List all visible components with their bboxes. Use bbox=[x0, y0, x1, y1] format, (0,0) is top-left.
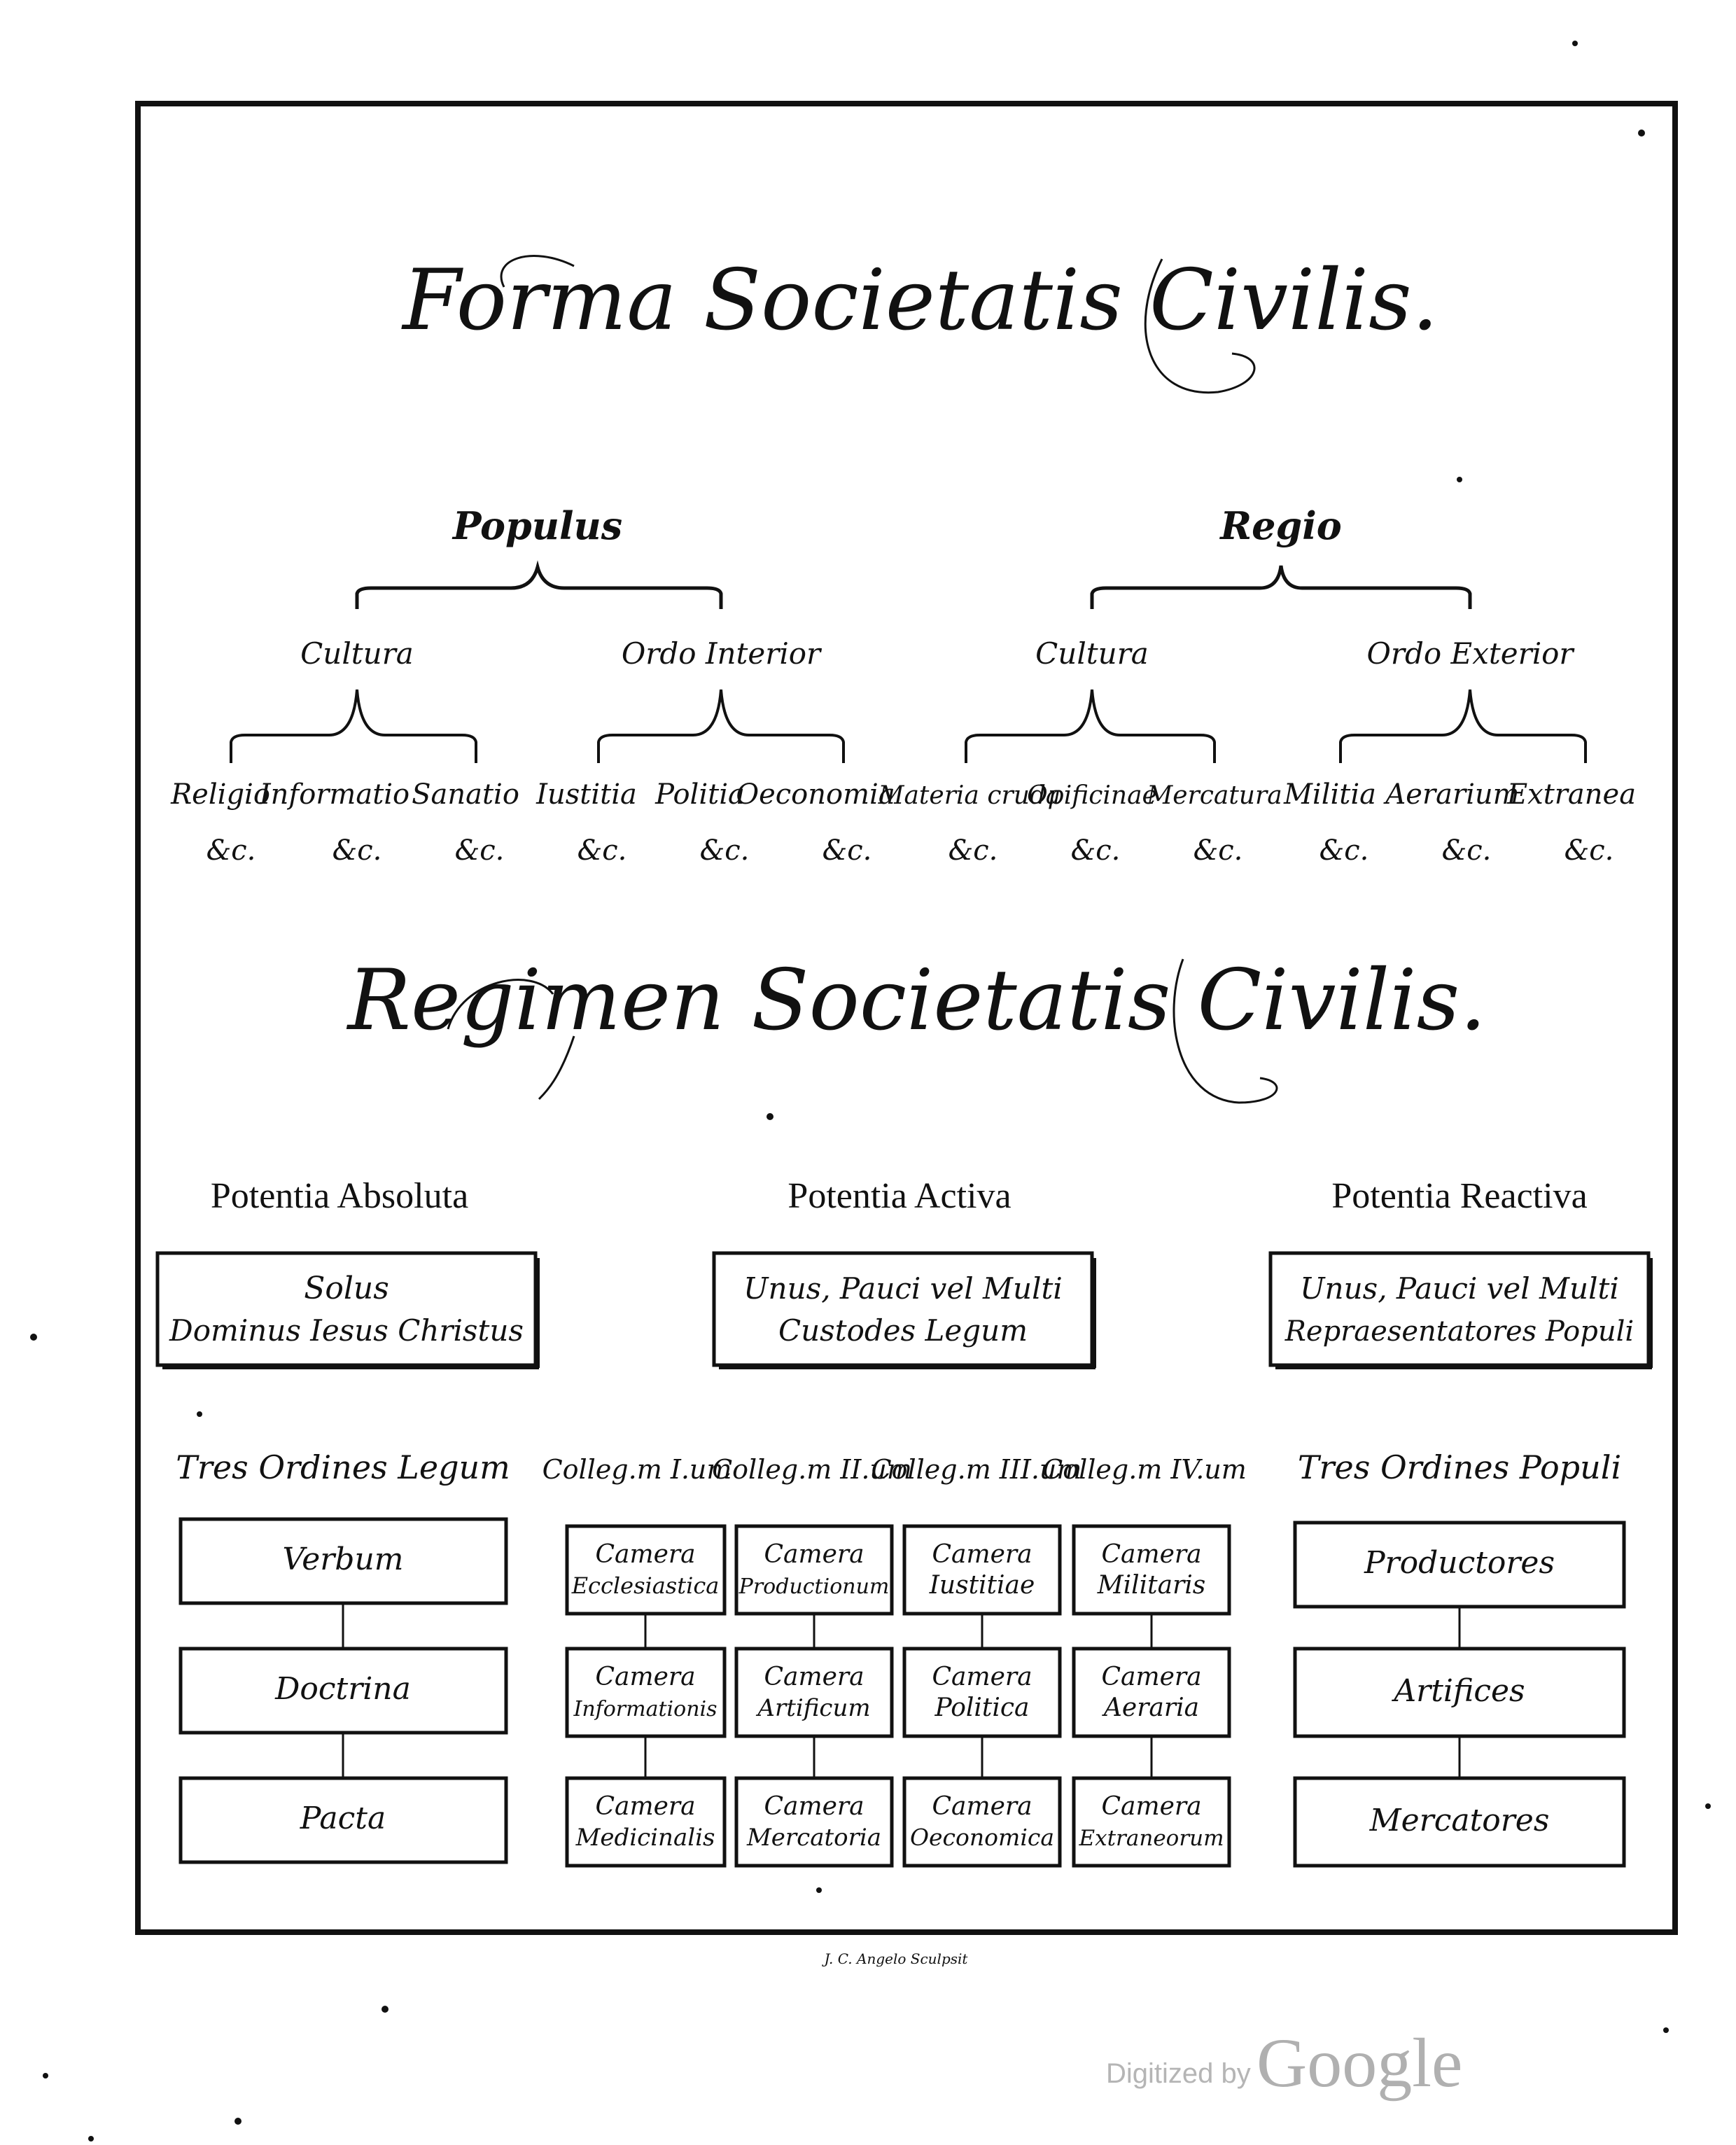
leaf-militia: Militia bbox=[1283, 778, 1377, 811]
camera-line2: Extraneorum bbox=[1079, 1826, 1224, 1851]
etc-label: &c. bbox=[206, 834, 256, 867]
camera-line2: Productionum bbox=[738, 1574, 890, 1599]
populi-box-productores bbox=[1295, 1523, 1624, 1607]
watermark-prefix: Digitized by bbox=[1106, 2058, 1251, 2089]
etc-label: &c. bbox=[454, 834, 505, 867]
camera-line2: Politica bbox=[934, 1693, 1030, 1722]
potentia-reactiva-box bbox=[1270, 1253, 1652, 1368]
camera-aeraria bbox=[1074, 1649, 1229, 1736]
legum-label-doctrina: Doctrina bbox=[275, 1671, 411, 1707]
collegium-1-heading: Colleg.m I.um bbox=[542, 1454, 732, 1485]
camera-line1: Camera bbox=[595, 1663, 696, 1691]
legum-label-pacta: Pacta bbox=[300, 1801, 386, 1836]
collegium-4-column bbox=[1074, 1526, 1229, 1866]
potentia-activa-line1: Unus, Pauci vel Multi bbox=[743, 1271, 1063, 1306]
potentia-reactiva-line1: Unus, Pauci vel Multi bbox=[1300, 1271, 1619, 1306]
populus-ordo-interior-label: Ordo Interior bbox=[621, 636, 821, 671]
collegium-2-heading: Colleg.m II.um bbox=[712, 1454, 912, 1485]
camera-politica bbox=[904, 1649, 1060, 1736]
etc-label: &c. bbox=[699, 834, 750, 867]
camera-extraneorum bbox=[1074, 1778, 1229, 1866]
camera-line1: Camera bbox=[1101, 1792, 1202, 1821]
collegium-4-heading: Colleg.m IV.um bbox=[1042, 1454, 1247, 1485]
camera-iustitiae bbox=[904, 1526, 1060, 1614]
legum-box-doctrina bbox=[181, 1649, 506, 1733]
potentia-absoluta-line1: Solus bbox=[304, 1271, 389, 1306]
populus-cultura-label: Cultura bbox=[300, 636, 414, 671]
leaf-oeconomia: Oeconomia bbox=[736, 778, 895, 811]
leaf-politia: Politia bbox=[655, 778, 745, 811]
potentia-absoluta-line2: Dominus Iesus Christus bbox=[169, 1313, 524, 1348]
camera-line2: Mercatoria bbox=[746, 1824, 882, 1852]
regio-label: Regio bbox=[1220, 503, 1342, 548]
collegium-3-heading: Colleg.m III.um bbox=[871, 1454, 1082, 1485]
camera-militaris bbox=[1074, 1526, 1229, 1614]
leaf-materia-cruda: Materia cruda bbox=[878, 781, 1061, 810]
digitized-watermark bbox=[1106, 2024, 1462, 2102]
camera-line1: Camera bbox=[1101, 1540, 1202, 1569]
potentia-activa-heading: Potentia Activa bbox=[788, 1176, 1011, 1216]
regio-ordo-exterior-label: Ordo Exterior bbox=[1366, 636, 1574, 671]
etc-label: &c. bbox=[1564, 834, 1614, 867]
camera-line2: Medicinalis bbox=[575, 1824, 715, 1852]
camera-line2: Aeraria bbox=[1103, 1693, 1200, 1722]
second-level-braces bbox=[231, 690, 1586, 763]
leaf-extranea: Extranea bbox=[1506, 778, 1637, 811]
etc-row bbox=[206, 834, 1614, 867]
collegium-2-column bbox=[736, 1526, 892, 1866]
camera-line1: Camera bbox=[595, 1540, 696, 1569]
camera-oeconomica bbox=[904, 1778, 1060, 1866]
camera-ecclesiastica bbox=[567, 1526, 724, 1614]
camera-line1: Camera bbox=[1101, 1663, 1202, 1691]
ordines-populi-column bbox=[1295, 1523, 1624, 1866]
camera-line2: Oeconomica bbox=[909, 1824, 1055, 1851]
camera-line1: Camera bbox=[764, 1792, 864, 1821]
populi-label-artifices: Artifices bbox=[1394, 1673, 1525, 1709]
etc-label: &c. bbox=[332, 834, 382, 867]
populus-brace bbox=[357, 567, 721, 609]
collegium-1-column bbox=[567, 1526, 724, 1866]
legum-label-verbum: Verbum bbox=[282, 1542, 404, 1577]
camera-artificum bbox=[736, 1649, 892, 1736]
watermark-brand: Google bbox=[1256, 2024, 1463, 2102]
populi-label-productores: Productores bbox=[1364, 1545, 1555, 1581]
populi-box-artifices bbox=[1295, 1649, 1624, 1736]
leaf-aerarium: Aerarium bbox=[1385, 778, 1520, 811]
potentia-absoluta-heading: Potentia Absoluta bbox=[210, 1176, 469, 1216]
leaf-opificinae: Opificinae bbox=[1027, 781, 1157, 810]
legum-box-pacta bbox=[181, 1778, 506, 1862]
ordines-legum-column bbox=[181, 1519, 506, 1862]
etc-label: &c. bbox=[577, 834, 627, 867]
populus-label: Populus bbox=[452, 503, 623, 548]
camera-line2: Informationis bbox=[573, 1697, 718, 1721]
camera-medicinalis bbox=[567, 1778, 724, 1866]
populi-box-mercatores bbox=[1295, 1778, 1624, 1866]
regio-brace bbox=[1092, 566, 1470, 609]
camera-line2: Militaris bbox=[1097, 1571, 1206, 1600]
forma-leaves bbox=[170, 778, 1636, 811]
leaf-informatio: Informatio bbox=[259, 778, 410, 811]
leaf-iustitia: Iustitia bbox=[536, 778, 637, 811]
camera-informationis bbox=[567, 1649, 724, 1736]
legum-box-verbum bbox=[181, 1519, 506, 1603]
forma-title: Forma Societatis Civilis. bbox=[402, 252, 1438, 349]
potentia-reactiva-heading: Potentia Reactiva bbox=[1331, 1176, 1588, 1216]
etc-label: &c. bbox=[1319, 834, 1369, 867]
camera-line2: Ecclesiastica bbox=[571, 1572, 720, 1599]
camera-line1: Camera bbox=[932, 1540, 1032, 1569]
camera-line1: Camera bbox=[595, 1792, 696, 1821]
leaf-sanatio: Sanatio bbox=[412, 778, 519, 811]
camera-line2: Iustitiae bbox=[929, 1571, 1035, 1600]
camera-line2: Artificum bbox=[757, 1694, 871, 1722]
camera-line1: Camera bbox=[932, 1792, 1032, 1821]
etc-label: &c. bbox=[1441, 834, 1492, 867]
leaf-mercatura: Mercatura bbox=[1147, 781, 1282, 810]
tres-ordines-populi-heading: Tres Ordines Populi bbox=[1297, 1448, 1622, 1486]
collegium-3-column bbox=[904, 1526, 1060, 1866]
camera-line1: Camera bbox=[932, 1663, 1032, 1691]
potentia-absoluta-box bbox=[158, 1253, 539, 1368]
camera-line1: Camera bbox=[764, 1540, 864, 1569]
populi-label-mercatores: Mercatores bbox=[1369, 1803, 1550, 1838]
etc-label: &c. bbox=[948, 834, 998, 867]
engraver-credit: J. C. Angelo Sculpsit bbox=[824, 1950, 968, 1967]
tres-ordines-legum-heading: Tres Ordines Legum bbox=[176, 1448, 510, 1486]
potentia-activa-box bbox=[714, 1253, 1096, 1368]
potentia-reactiva-line2: Repraesentatores Populi bbox=[1284, 1315, 1634, 1348]
etc-label: &c. bbox=[1193, 834, 1243, 867]
potentia-activa-line2: Custodes Legum bbox=[778, 1313, 1028, 1348]
etc-label: &c. bbox=[1070, 834, 1121, 867]
camera-mercatoria bbox=[736, 1778, 892, 1866]
camera-line1: Camera bbox=[764, 1663, 864, 1691]
camera-productionum bbox=[736, 1526, 892, 1614]
regio-cultura-label: Cultura bbox=[1035, 636, 1149, 671]
etc-label: &c. bbox=[822, 834, 872, 867]
regimen-title: Regimen Societatis Civilis. bbox=[347, 952, 1487, 1049]
leaf-religio: Religio bbox=[171, 778, 270, 811]
